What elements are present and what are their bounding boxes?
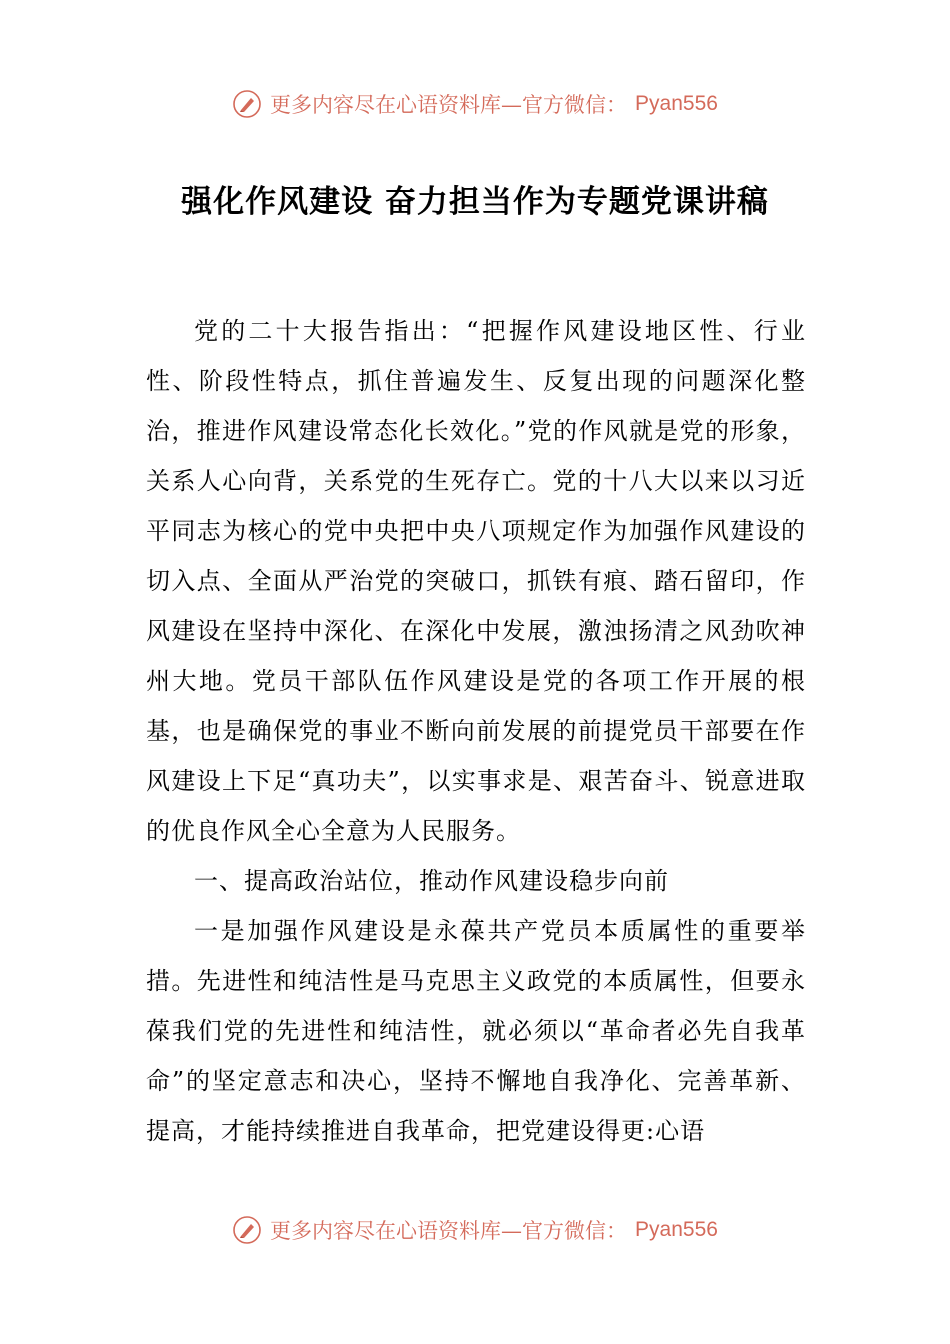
watermark-text: 更多内容尽在心语资料库—官方微信： <box>270 93 628 117</box>
paragraph: 一是加强作风建设是永葆共产党员本质属性的重要举措。先进性和纯洁性是马克思主义政党的本质属性，但要永葆我们党的先进性和纯洁性，就必须以“革命者必先自我革命”的坚定意志和决心，坚持不懈地自我净化、完善革新、提高，才能持续推进自我革命，把党建设得更:心语 <box>146 917 806 1145</box>
watermark-wechat-id: Pyan556 <box>635 1218 718 1241</box>
header-watermark <box>0 84 950 124</box>
pen-logo-icon <box>232 89 262 119</box>
section-heading: 一、提高政治站位，推动作风建设稳步向前 <box>194 867 669 895</box>
footer-watermark <box>0 1210 950 1250</box>
document-title: 强化作风建设 奋力担当作为专题党课讲稿 <box>181 184 769 220</box>
watermark-text: 更多内容尽在心语资料库—官方微信： <box>270 1219 628 1243</box>
paragraph: 党的二十大报告指出：“把握作风建设地区性、行业性、阶段性特点，抓住普遍发生、反复出现的问题深化整治，推进作风建设常态化长效化。”党的作风就是党的形象，关系人心向背，关系党的生死存亡。党的十八大以来以习近平同志为核心的党中央把中央八项规定作为加强作风建设的切入点、全面从严治党的突破口，抓铁有痕、踏石留印，作风建设在坚持中深化、在深化中发展，激浊扬清之风劲吹神州大地。党员干部队伍作风建设是党的各项工作开展的根基，也是确保党的事业不断向前发展的前提党员干部要在作风建设上下足“真功夫”，以实事求是、艰苦奋斗、锐意进取的优良作风全心全意为人民服务。 <box>146 317 806 845</box>
watermark-wechat-id: Pyan556 <box>635 92 718 115</box>
document-body <box>146 306 806 1156</box>
pen-logo-icon <box>232 1215 262 1245</box>
